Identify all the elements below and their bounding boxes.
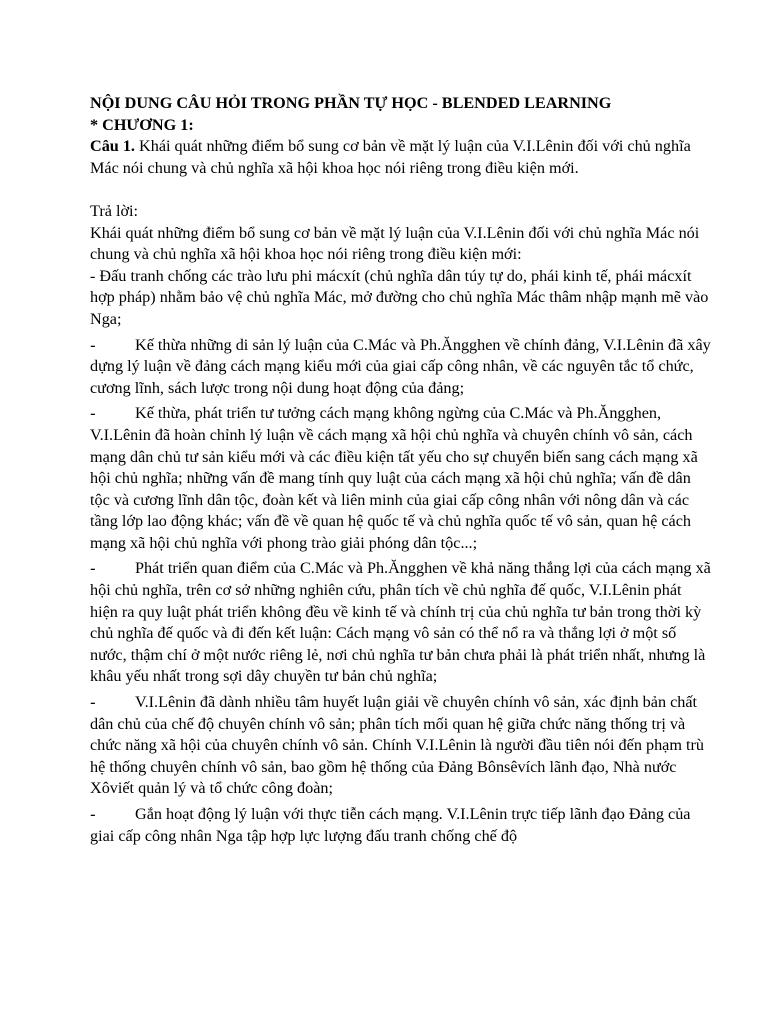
question-1	[90, 136, 712, 179]
document-title: NỘI DUNG CÂU HỎI TRONG PHẦN TỰ HỌC - BLENDED LEARNING	[90, 94, 612, 112]
bullet-dash: -	[90, 805, 96, 824]
bullet-text: Kế thừa, phát triển tư tưởng cách mạng không ngừng của C.Mác và Ph.Ăngghen, V.I.Lênin đã hoàn chỉnh lý luận về cách mạng xã hội chủ nghĩa và chuyên chính vô sản, cách mạng dân chủ tư sản kiểu mới và các điều kiện tất yếu cho sự chuyển biến sang cách mạng xã hội chủ nghĩa; những vấn đề mang tính quy luật của cách mạng xã hội chủ nghĩa; vấn đề dân tộc và cương lĩnh dân tộc, đoàn kết và liên minh của giai cấp công nhân với nông dân và các tầng lớp lao động khác; vấn đề về quan hệ quốc tế và chủ nghĩa quốc tế vô sản, quan hệ cách mạng xã hội chủ nghĩa với phong trào giải phóng dân tộc...;	[90, 404, 698, 552]
bullet-text: V.I.Lênin đã dành nhiều tâm huyết luận giải về chuyên chính vô sản, xác định bản chất dân chủ của chế độ chuyên chính vô sản; phân tích mối quan hệ giữa chức năng thống trị và chức năng xã hội của chuyên chính vô sản. Chính V.I.Lênin là người đầu tiên nói đến phạm trù hệ thống chuyên chính vô sản, bao gồm hệ thống của Đảng Bônsêvích lãnh đạo, Nhà nước Xôviết quản lý và tổ chức công đoàn;	[90, 693, 704, 798]
bullet-item	[90, 692, 712, 800]
bullet-text: Kế thừa những di sản lý luận của C.Mác và Ph.Ăngghen về chính đảng, V.I.Lênin đã xây dựng lý luận về đảng cách mạng kiểu mới của giai cấp công nhân, về các nguyên tắc tổ chức, cương lĩnh, sách lược trong nội dung hoạt động của đảng;	[90, 335, 711, 397]
bullet-dash: -	[90, 404, 96, 424]
answer-intro: Khái quát những điểm bổ sung cơ bản về mặt lý luận của V.I.Lênin đối với chủ nghĩa Mác nói chung và chủ nghĩa xã hội khoa học nói riêng trong điều kiện mới:	[90, 223, 700, 264]
document-page	[90, 93, 712, 847]
bullet-item	[90, 558, 712, 688]
answer-label: Trả lời:	[90, 201, 138, 220]
bullet-text: Gắn hoạt động lý luận với thực tiễn cách mạng. V.I.Lênin trực tiếp lãnh đạo Đảng của giai cấp công nhân Nga tập hợp lực lượng đấu tranh chống chế độ	[90, 805, 691, 845]
bullet-item	[90, 335, 712, 400]
chapter-heading: * CHƯƠNG 1:	[90, 115, 194, 134]
bullet-item	[90, 804, 712, 847]
bullet-dash: -	[90, 559, 96, 579]
bullet-item	[90, 403, 712, 554]
question-text: Khái quát những điểm bổ sung cơ bản về mặt lý luận của V.I.Lênin đối với chủ nghĩa Mác nói chung và chủ nghĩa xã hội khoa học nói riêng trong điều kiện mới.	[90, 137, 691, 177]
bullet-text: Phát triển quan điểm của C.Mác và Ph.Ăngghen về khả năng thắng lợi của cách mạng xã hội chủ nghĩa, trên cơ sở những nghiên cứu, phân tích về chủ nghĩa đế quốc, V.I.Lênin phát hiện ra quy luật phát triển không đều về kinh tế và chính trị của chủ nghĩa tư bản trong thời kỳ chủ nghĩa đế quốc và đi đến kết luận: Cách mạng vô sản có thể nổ ra và thắng lợi ở một số nước, thậm chí ở một nước riêng lẻ, nơi chủ nghĩa tư bản chưa phải là phát triển nhất, nhưng là khâu yếu nhất trong sợi dây chuyền tư bản chủ nghĩa;	[90, 559, 711, 686]
bullet-dash: -	[90, 693, 96, 713]
blank-line	[90, 179, 712, 201]
answer-point-1: - Đấu tranh chống các trào lưu phi mácxít (chủ nghĩa dân túy tự do, phái kinh tế, phái mácxít hợp pháp) nhằm bảo vệ chủ nghĩa Mác, mở đường cho chủ nghĩa Mác thâm nhập mạnh mẽ vào Nga;	[90, 266, 709, 328]
question-label: Câu 1.	[90, 137, 135, 156]
bullet-dash: -	[90, 335, 96, 355]
